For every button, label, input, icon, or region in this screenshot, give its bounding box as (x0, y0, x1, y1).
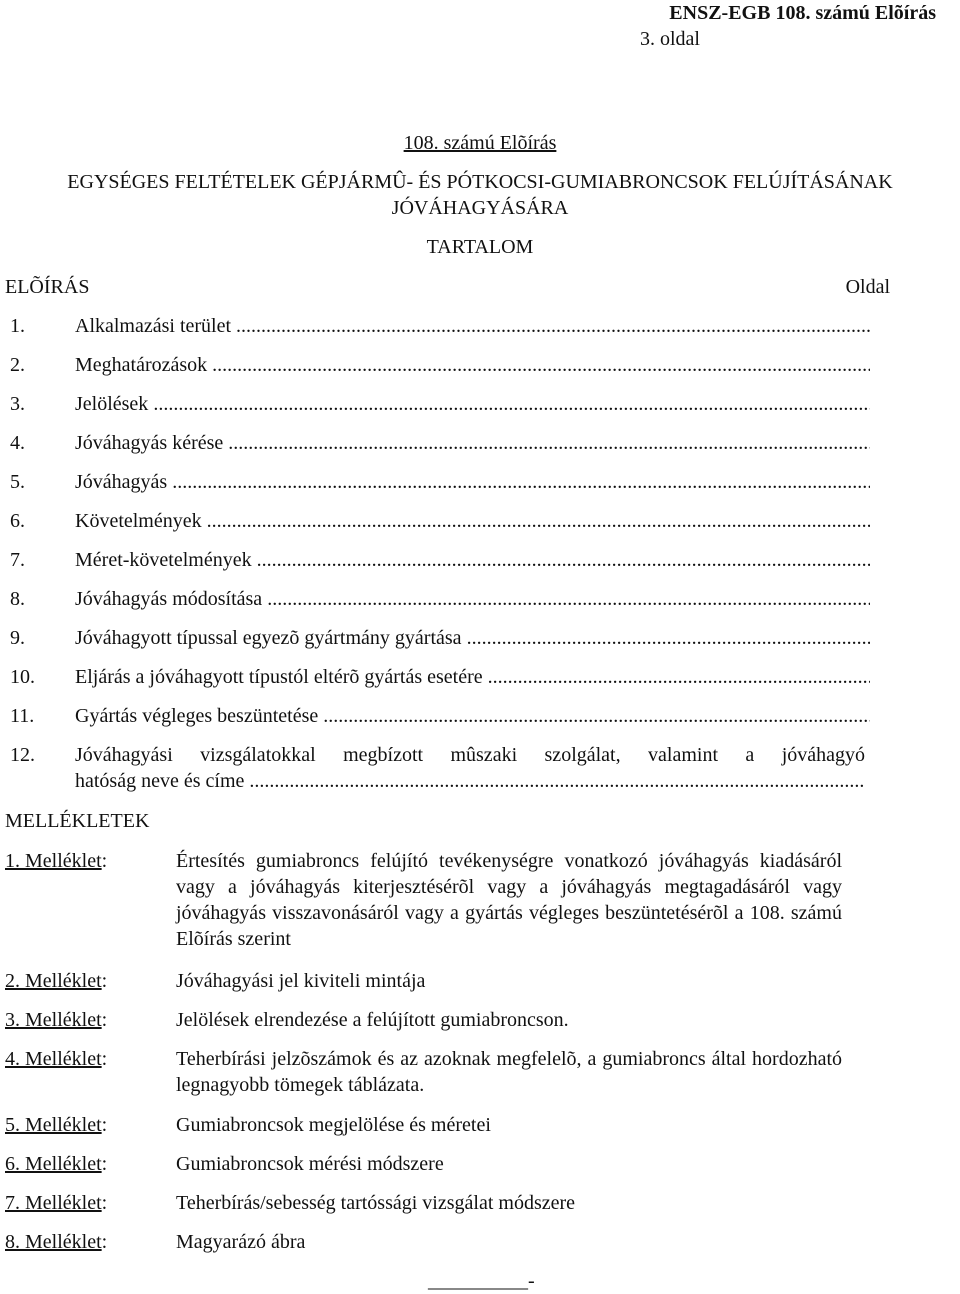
annex-description: Gumiabroncsok megjelölése és méretei (176, 1114, 491, 1136)
annex-item (0, 1046, 960, 1098)
page-number: 3. oldal (640, 28, 700, 50)
regulation-subject-line1: EGYSÉGES FELTÉTELEK GÉPJÁRMÛ- ÉS PÓTKOCSI-GUMIABRONCSOK FELÚJÍTÁSÁNAK (67, 171, 893, 193)
toc-item-title: Eljárás a jóváhagyott típustól eltérõ gyártás esetére ..... (75, 664, 870, 690)
annex-description: Teherbírási jelzõszámok és az azoknak megfelelõ, a gumiabroncs által hordozható legnagyobb tömegek táblázata. (176, 1048, 842, 1096)
toc-item[interactable] (0, 547, 870, 573)
annex-link[interactable]: 6. Melléklet: (5, 1153, 108, 1175)
toc-item-number: 9. (10, 627, 25, 649)
toc-item-title: Jóváhagyás ..... (75, 469, 870, 495)
toc-item[interactable] (0, 352, 870, 378)
toc-item-title: Jóváhagyás kérése ..... (75, 430, 870, 456)
toc-item-title: Méret-követelmények ..... (75, 547, 870, 573)
toc-item-title-line1: Jóváhagyási vizsgálatokkal megbízott mûszaki szolgálat, valamint a jóváhagyó (75, 744, 865, 766)
toc-item[interactable] (0, 586, 870, 612)
annex-link[interactable]: 8. Melléklet: (5, 1231, 108, 1253)
annex-link[interactable]: 3. Melléklet: (5, 1009, 108, 1031)
toc-item-title (75, 742, 865, 794)
toc-item-number: 12. (10, 744, 35, 766)
page-column-label: Oldal (845, 276, 890, 298)
toc-item[interactable] (0, 625, 870, 651)
toc-item-number: 8. (10, 588, 25, 610)
toc-item[interactable] (0, 430, 870, 456)
annex-link[interactable]: 7. Melléklet: (5, 1192, 108, 1214)
toc-item-number: 3. (10, 393, 25, 415)
toc-item-number: 1. (10, 315, 25, 337)
toc-item-number: 11. (10, 705, 35, 727)
annex-description: Magyarázó ábra (176, 1231, 306, 1253)
toc-item-title: Jelölések ..... (75, 391, 870, 417)
annex-description: Jóváhagyási jel kiviteli mintája (176, 970, 426, 992)
toc-item-title: Gyártás végleges beszüntetése ..... (75, 703, 870, 729)
annex-description: Jelölések elrendezése a felújított gumiabroncson. (176, 1009, 569, 1031)
regulation-title: 108. számú Elõírás (403, 132, 557, 154)
toc-item-number: 4. (10, 432, 25, 454)
toc-item-title: Meghatározások ..... (75, 352, 870, 378)
contents-heading: TARTALOM (426, 236, 534, 258)
toc-item-number: 10. (10, 666, 35, 688)
toc-item-number: 2. (10, 354, 25, 376)
end-separator: __________- (428, 1270, 535, 1292)
annex-description: Teherbírás/sebesség tartóssági vizsgálat módszere (176, 1192, 576, 1214)
toc-item[interactable] (0, 664, 870, 690)
annex-link[interactable]: 2. Melléklet: (5, 970, 108, 992)
toc-item-title-line2: hatóság neve és címe ..... (75, 768, 865, 794)
toc-item-title: Követelmények ..... (75, 508, 870, 534)
toc-item[interactable] (0, 703, 870, 729)
toc-section-label: ELÕÍRÁS (5, 276, 90, 298)
annex-link[interactable]: 1. Melléklet: (5, 850, 108, 872)
toc-item[interactable] (0, 508, 870, 534)
toc-item-title: Alkalmazási terület ..... (75, 313, 870, 339)
annex-item (0, 848, 960, 952)
toc-item[interactable] (0, 313, 870, 339)
toc-item[interactable] (0, 469, 870, 495)
toc-item-number: 6. (10, 510, 25, 532)
regulation-subject-line2: JÓVÁHAGYÁSÁRA (391, 197, 569, 219)
annex-description: Értesítés gumiabroncs felújító tevékenységre vonatkozó jóváhagyás kiadásáról vagy a jóváhagyás kiterjesztésérõl vagy a jóváhagyás megtagadásáról vagy jóváhagyás visszavonásáról vagy a gyártás végleges beszüntetésérõl a 108. számú Elõírás szerint (176, 850, 842, 950)
annex-description: Gumiabroncsok mérési módszere (176, 1153, 444, 1175)
annex-link[interactable]: 5. Melléklet: (5, 1114, 108, 1136)
toc-item-title: Jóváhagyott típussal egyezõ gyártmány gyártása ..... (75, 625, 870, 651)
annex-link[interactable]: 4. Melléklet: (5, 1048, 108, 1070)
toc-item[interactable] (0, 742, 870, 794)
toc-item-title: Jóváhagyás módosítása ..... (75, 586, 870, 612)
toc-item-number: 5. (10, 471, 25, 493)
toc-item[interactable] (0, 391, 870, 417)
document-header-title: ENSZ-EGB 108. számú Elõírás (669, 2, 936, 24)
annexes-section-label: MELLÉKLETEK (5, 810, 150, 832)
toc-item-number: 7. (10, 549, 25, 571)
